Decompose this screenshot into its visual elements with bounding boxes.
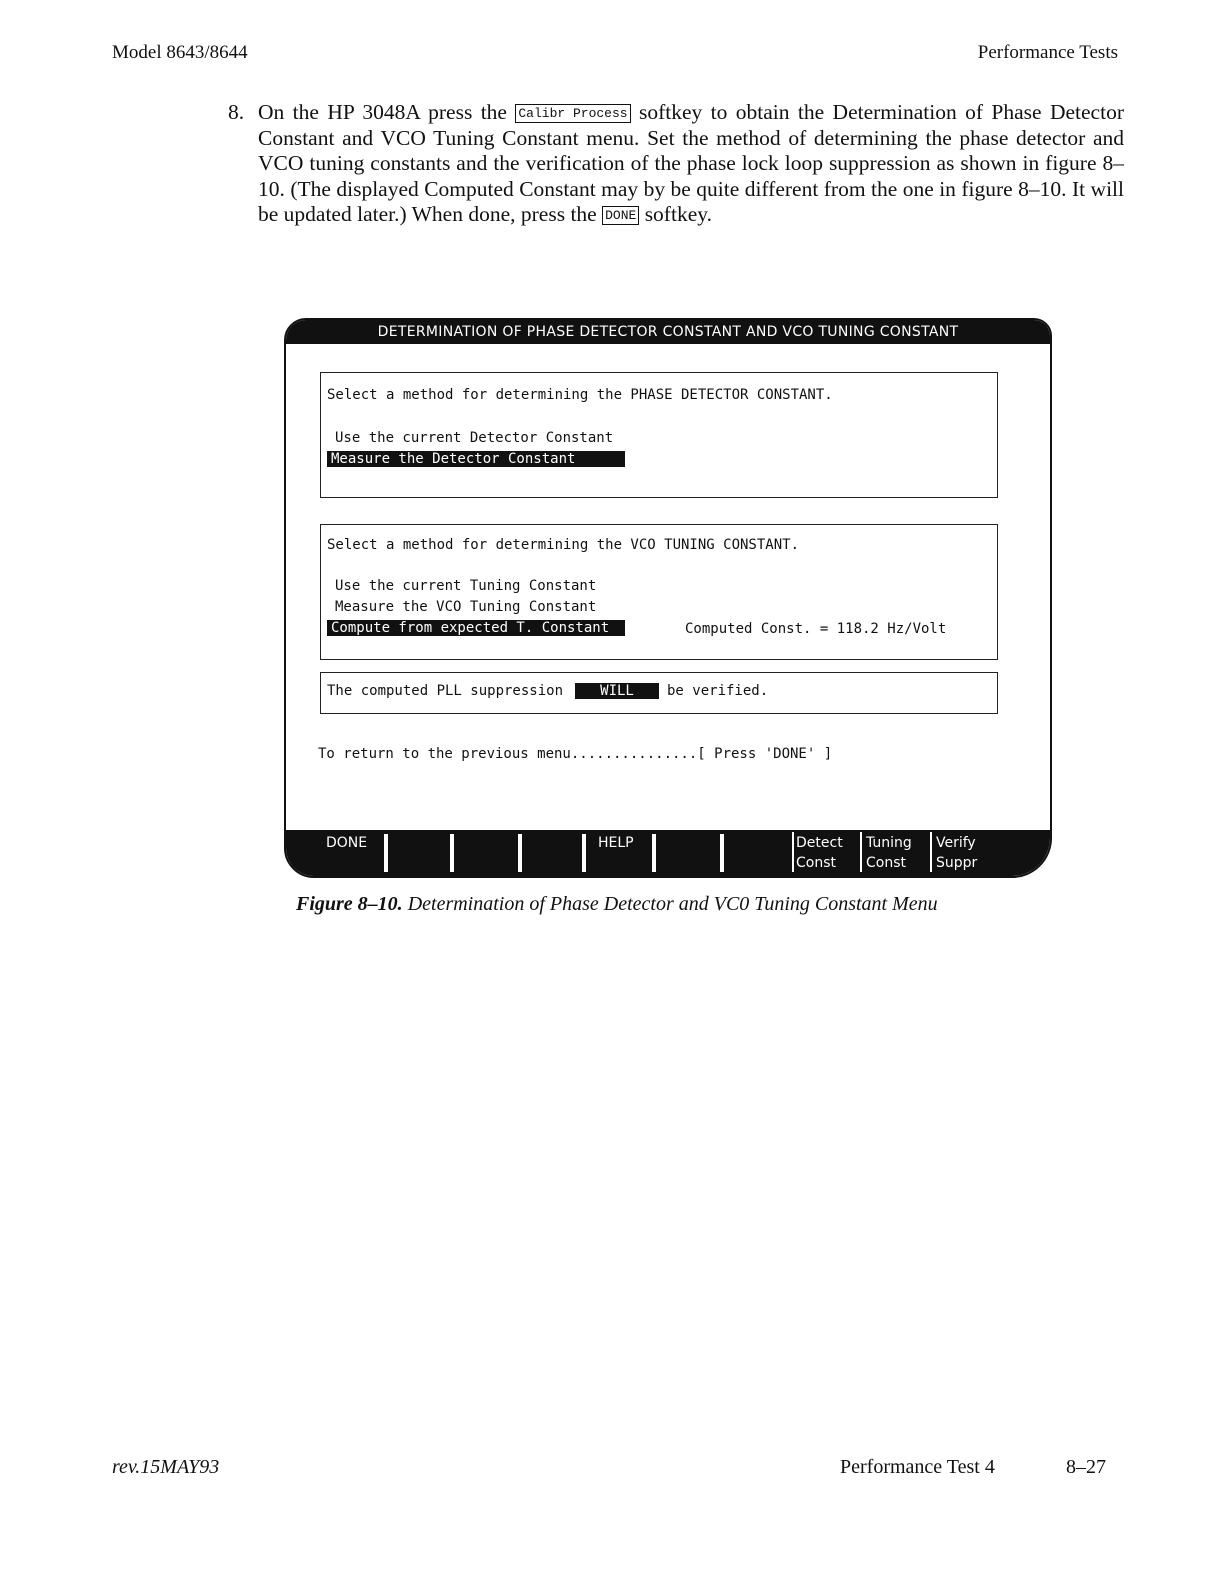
softkey-tuning-line1: Tuning: [866, 835, 912, 851]
softkey-verify-line1: Verify: [936, 835, 976, 851]
page-header-section: Performance Tests: [977, 42, 1118, 63]
pll-suppression-box: [320, 672, 998, 714]
screen-title: DETERMINATION OF PHASE DETECTOR CONSTANT AND VCO TUNING CONSTANT: [286, 320, 1050, 344]
step-number: 8.: [228, 100, 245, 124]
vco-tuning-prompt: Select a method for determining the VCO TUNING CONSTANT.: [327, 537, 800, 553]
pll-suppression-suffix: be verified.: [667, 683, 769, 699]
figure-title: Determination of Phase Detector and VC0 Tuning Constant Menu: [402, 893, 938, 915]
step-text-part1: On the HP 3048A press the: [258, 100, 516, 124]
footer-page-number: 8–27: [1066, 1456, 1106, 1478]
pll-suppression-label: The computed PLL suppression: [327, 683, 564, 699]
use-current-detector-option[interactable]: Use the current Detector Constant: [335, 430, 614, 446]
step-text: [258, 100, 1124, 228]
softkey-tuning-const[interactable]: [866, 833, 912, 873]
softkey-done[interactable]: DONE: [326, 835, 368, 851]
phase-detector-prompt: Select a method for determining the PHASE DETECTOR CONSTANT.: [327, 387, 833, 403]
computed-constant-readout: Computed Const. = 118.2 Hz/Volt: [685, 621, 947, 637]
softkey-divider: [930, 832, 932, 872]
footer-test: Performance Test 4: [840, 1456, 995, 1478]
softkey-detect-const[interactable]: [796, 833, 843, 873]
softkey-divider: [582, 834, 586, 872]
compute-expected-option-selected[interactable]: Compute from expected T. Constant: [327, 620, 625, 636]
measure-detector-option-selected[interactable]: Measure the Detector Constant: [327, 451, 625, 467]
softkey-detect-line1: Detect: [796, 835, 843, 851]
step-text-part3: softkey.: [639, 202, 712, 227]
softkey-divider: [792, 832, 794, 872]
softkey-divider: [720, 834, 724, 872]
softkey-divider: [518, 834, 522, 872]
softkey-tuning-line2: Const: [866, 855, 906, 871]
calibr-process-key: Calibr Process: [515, 104, 630, 123]
return-instruction: To return to the previous menu...............[ Press 'DONE' ]: [318, 746, 833, 762]
softkey-detect-line2: Const: [796, 855, 836, 871]
softkey-bar: [286, 830, 1050, 876]
step-text-part2: softkey to obtain the Determination of Phase Detector Constant and VCO Tuning Constant menu. Set the method of determining the phase detector and VCO tuning constants and the verification of the phase lock loop suppression as shown in figure 8–10. (The displayed Computed Constant may by be quite different from the one in figure 8–10. It will be updated later.) When done, press the: [258, 100, 1124, 227]
figure-label: Figure 8–10.: [296, 893, 403, 915]
softkey-divider: [860, 832, 862, 872]
done-key: DONE: [602, 206, 639, 225]
hp3048a-screen: [284, 318, 1052, 878]
measure-vco-tuning-option[interactable]: Measure the VCO Tuning Constant: [335, 599, 597, 615]
vco-tuning-box: [320, 524, 998, 660]
softkey-divider: [450, 834, 454, 872]
footer-revision: rev.15MAY93: [112, 1456, 220, 1478]
softkey-divider: [384, 834, 388, 872]
use-current-tuning-option[interactable]: Use the current Tuning Constant: [335, 578, 597, 594]
figure-caption: [296, 893, 938, 916]
softkey-verify-line2: Suppr: [936, 855, 978, 871]
pll-verify-toggle[interactable]: WILL: [575, 683, 659, 699]
page-header-model: Model 8643/8644: [112, 42, 248, 63]
phase-detector-box: [320, 372, 998, 498]
softkey-help[interactable]: HELP: [598, 835, 634, 851]
softkey-divider: [652, 834, 656, 872]
softkey-verify-suppr[interactable]: [936, 833, 977, 873]
